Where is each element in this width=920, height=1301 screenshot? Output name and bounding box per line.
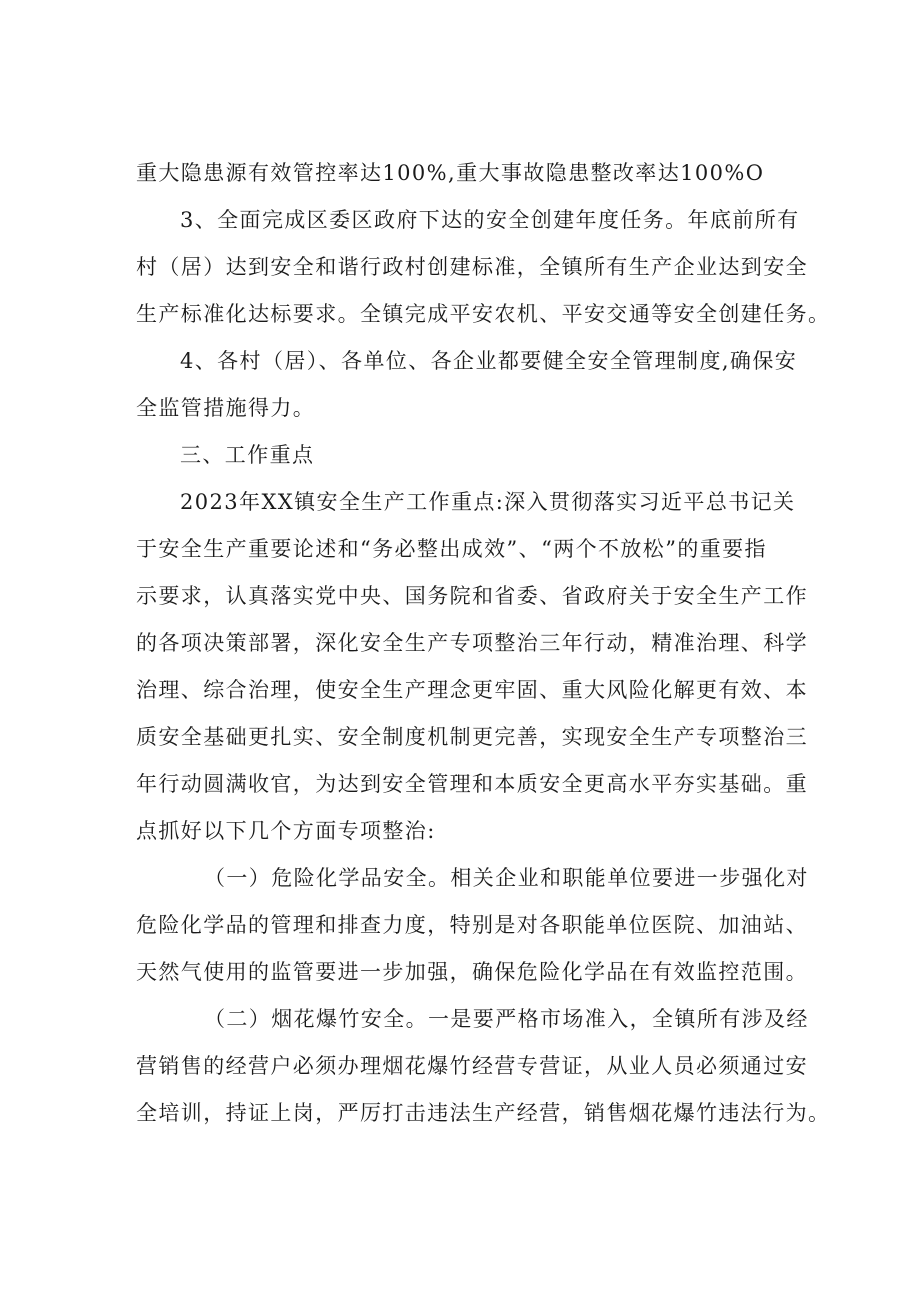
text-line: 生产标准化达标要求。全镇完成平安农机、平安交通等安全创建任务。	[136, 302, 831, 326]
text-line: 质安全基础更扎实、安全制度机制更完善，实现安全生产专项整治三	[136, 725, 808, 749]
text-line: 全培训，持证上岗，严厉打击违法生产经营，销售烟花爆竹违法行为。	[136, 1101, 831, 1125]
section-heading: 三、工作重点	[180, 443, 315, 467]
text-line: 的各项决策部署，深化安全生产专项整治三年行动，精准治理、科学	[136, 631, 808, 655]
text-line: 3、全面完成区委区政府下达的安全创建年度任务。年底前所有	[180, 208, 800, 232]
subsection-line: （二）烟花爆竹安全。一是要严格市场准入，全镇所有涉及经	[204, 1007, 809, 1031]
text-line: 4、各村（居）、各单位、各企业都要健全安全管理制度,确保安	[180, 349, 798, 373]
text-line: 天然气使用的监管要进一步加强，确保危险化学品在有效监控范围。	[136, 960, 808, 984]
text-line: 全监管措施得力。	[136, 396, 316, 420]
text-line: 点抓好以下几个方面专项整治:	[136, 819, 436, 843]
document-body	[136, 150, 831, 1137]
text-line: 示要求，认真落实党中央、国务院和省委、省政府关于安全生产工作	[136, 584, 808, 608]
text-line: 村（居）达到安全和谐行政村创建标准，全镇所有生产企业达到安全	[136, 255, 808, 279]
text-line: 于安全生产重要论述和“务必整出成效”、“两个不放松”的重要指	[136, 537, 767, 561]
text-line: 营销售的经营户必须办理烟花爆竹经营专营证，从业人员必须通过安	[136, 1054, 808, 1078]
subsection-line: （一）危险化学品安全。相关企业和职能单位要进一步强化对	[204, 866, 809, 890]
text-line: 年行动圆满收官，为达到安全管理和本质安全更高水平夯实基础。重	[136, 772, 808, 796]
text-line: 治理、综合治理，使安全生产理念更牢固、重大风险化解更有效、本	[136, 678, 808, 702]
text-line: 重大隐患源有效管控率达100%,重大事故隐患整改率达100%O	[136, 161, 765, 185]
text-line: 2023年XX镇安全生产工作重点:深入贯彻落实习近平总书记关	[180, 490, 796, 514]
text-line: 危险化学品的管理和排查力度，特别是对各职能单位医院、加油站、	[136, 913, 808, 937]
